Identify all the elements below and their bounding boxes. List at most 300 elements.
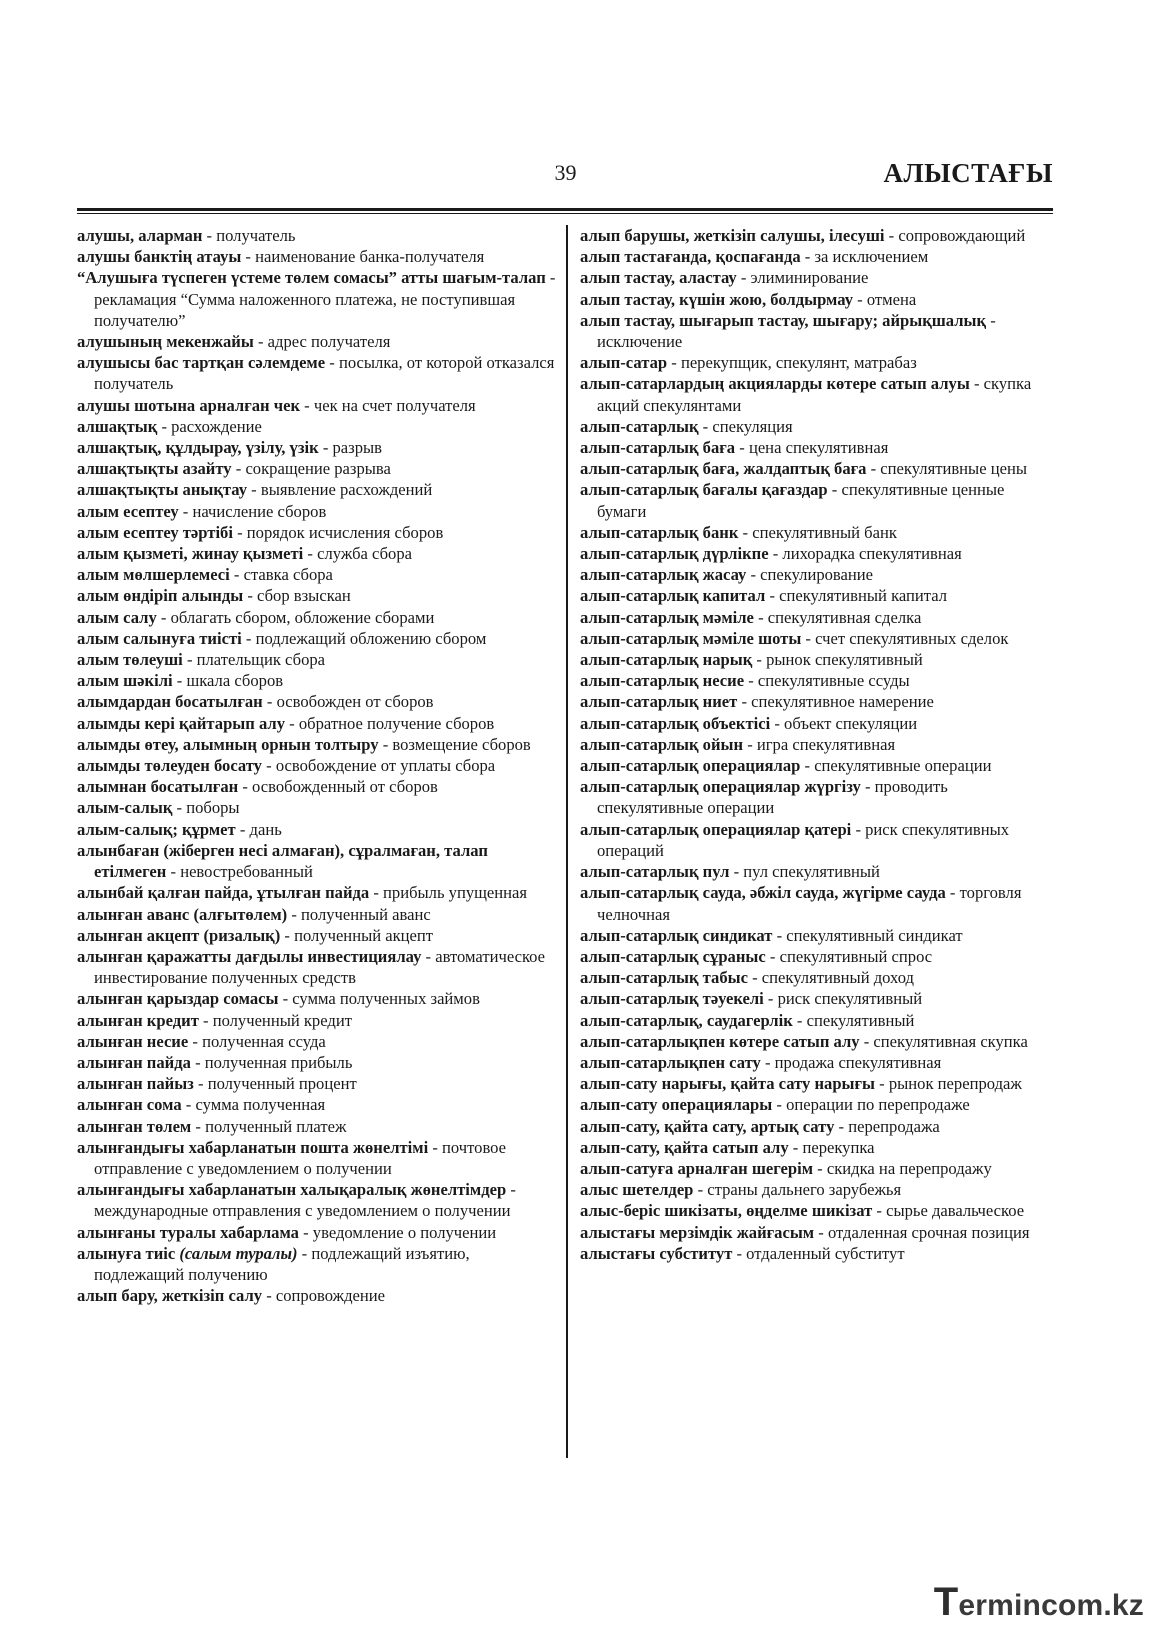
dictionary-entry [580,373,1056,415]
dictionary-entry [77,1010,559,1031]
dictionary-entry [77,819,559,840]
dictionary-entry [580,734,1056,755]
entry-definition: адрес получателя [267,332,391,352]
dictionary-entry [580,925,1056,946]
entry-term: алынғандығы хабарланатын халықаралық жөнелтімдер [77,1180,507,1200]
entry-definition: получатель [216,226,296,245]
entry-separator: - [178,501,193,521]
dictionary-entry [77,691,559,712]
entry-separator: - [698,416,713,436]
entry-separator: - [813,1158,827,1178]
dictionary-entry [580,1073,1056,1094]
entry-separator: - [800,756,815,776]
entry-separator: - [318,438,333,458]
right-column [580,225,1056,1264]
entry-separator: - [746,565,761,585]
dictionary-entry [580,437,1056,458]
entry-separator: - [229,565,244,585]
entry-definition: спекулятивная сделка [767,607,922,627]
entry-term: алшақтықты азайту [77,459,232,479]
entry-term: алып-сатарлық сұраныс [580,946,766,966]
entry-separator: - [172,798,187,818]
entry-term: алушының мекенжайы [77,332,254,352]
entry-definition: объект спекуляции [784,713,918,733]
entry-definition: отмена [866,289,917,309]
entry-separator: - [743,734,757,754]
entry-separator: - [421,946,436,966]
entry-definition: служба сбора [317,544,413,564]
entry-definition: сопровождающий [898,226,1026,245]
dictionary-entry [77,1031,559,1052]
dictionary-entry [580,1116,1056,1137]
dictionary-entry [77,352,559,394]
entry-definition: торговля челночная [597,883,1022,924]
entry-definition: посылка, от которой отказался получатель [94,353,555,394]
dictionary-entry [580,522,1056,543]
entry-definition: счет спекулятивных сделок [815,628,1009,648]
dictionary-entry [77,395,559,416]
dictionary-entry [77,522,559,543]
entry-separator: - [156,607,171,627]
entry-term: алым-салық; құрмет [77,819,236,839]
dictionary-entry [580,416,1056,437]
dictionary-entry [580,585,1056,606]
entry-separator: - [182,650,197,670]
entry-term: алып-сатарлық мәміле шоты [580,628,802,648]
dictionary-entry [580,352,1056,373]
entry-term: алып-сатарлық операциялар жүргізу [580,777,861,797]
entry-term: алым өндіріп алынды [77,586,244,606]
entry-term: алып-сатарлық мәміле [580,607,754,627]
entry-separator: - [872,1201,887,1221]
entry-separator: - [667,353,681,373]
dictionary-entry [77,946,559,988]
entry-term: алып-сатарлық ойын [580,734,744,754]
entry-term: алып-сатарлық жасау [580,565,747,585]
entry-separator: - [753,607,768,627]
entry-term: алып-сатарлық объектісі [580,713,771,733]
entry-separator: - [325,353,339,373]
entry-term: алшақтық, құлдырау, үзілу, үзік [77,438,319,458]
dictionary-entry [77,564,559,585]
entry-separator: - [506,1180,516,1200]
entry-definition: ставка сбора [243,565,333,585]
dictionary-entry [580,628,1056,649]
entry-definition: игра спекулятивная [756,734,896,754]
entry-separator: - [737,692,752,712]
dictionary-entry [580,1222,1056,1243]
entry-definition: за исключением [814,247,929,267]
entry-definition: спекулятивный капитал [779,586,948,606]
entry-term: алып-сатарлардың акцияларды көтере сатып алуы [580,374,970,394]
entry-term: алушы банктің атауы [77,247,242,267]
entry-term: алынған аванс (алғытөлем) [77,904,288,924]
entry-definition: элиминирование [750,268,869,288]
entry-definition: спекуляция [712,416,793,436]
entry-separator: - [369,883,384,903]
entry-separator: - [261,756,276,776]
entry-separator: - [735,438,749,458]
entry-term: алынған пайыз [77,1074,194,1094]
dictionary-entry [77,649,559,670]
entry-definition: рекламация “Сумма наложенного платежа, не поступившая получателю” [94,289,516,330]
entry-definition: полученный платеж [205,1116,347,1136]
entry-definition: сокращение разрыва [245,459,391,479]
dictionary-entry [580,225,1056,246]
dictionary-entry [77,1094,559,1115]
entry-separator: - [853,289,867,309]
entry-separator: - [285,713,299,733]
entry-separator: - [278,989,293,1009]
entry-definition: освобожденный от сборов [252,777,438,797]
entry-separator: - [298,1222,313,1242]
entry-separator: - [287,904,301,924]
entry-term: алым салынуға тиісті [77,628,242,648]
entry-separator: - [744,671,758,691]
entry-separator: - [814,1222,828,1242]
entry-separator: - [747,968,762,988]
entry-note: (салым туралы) [179,1243,298,1263]
entry-term: алынғандығы хабарланатын пошта жөнелтімі [77,1137,429,1157]
dictionary-entry [580,267,1056,288]
entry-separator: - [232,522,247,542]
dictionary-entry [77,458,559,479]
entry-term: “Алушыға түспеген үстеме төлем сомасы” атты шағым-талап [77,268,546,288]
entry-term: алым-салық [77,798,173,818]
entry-separator: - [262,692,277,712]
entry-definition: шкала сборов [186,671,284,691]
entry-term: алып-сатарлық табыс [580,968,748,988]
entry-separator: - [190,1052,205,1072]
dictionary-entry [580,1200,1056,1221]
entry-separator: - [188,1031,203,1051]
entry-term: алынған төлем [77,1116,192,1136]
entry-separator: - [235,819,250,839]
dictionary-entry [580,649,1056,670]
dictionary-entry [77,607,559,628]
entry-term: алып тастағанда, қоспағанда [580,247,801,267]
dictionary-entry [580,564,1056,585]
entry-term: алымнан босатылған [77,777,239,797]
entry-term: алыстағы субститут [580,1243,733,1263]
entry-separator: - [800,247,815,267]
dictionary-entry [77,585,559,606]
dictionary-entry [77,1073,559,1094]
entry-definition: уведомление о получении [312,1222,497,1242]
entry-term: алып-сатарлық пул [580,862,730,882]
entry-term: алып-сатарлық нарық [580,650,753,670]
entry-definition: полученная ссуда [202,1031,326,1051]
entry-term: алынған кредит [77,1010,199,1030]
dictionary-entry [77,670,559,691]
entry-definition: автоматическое инвестирование полученных средств [94,946,546,988]
entry-definition: спекулирование [760,565,874,585]
dictionary-entry [77,882,559,903]
dictionary-entry [580,310,1056,352]
entry-term: алып-сатарлық баға, жалдаптық баға [580,459,867,479]
entry-separator: - [428,1137,443,1157]
entry-definition: сумма полученных займов [292,989,480,1009]
dictionary-entry [580,479,1056,521]
entry-separator: - [303,544,318,564]
entry-separator: - [772,925,787,945]
dictionary-entry [77,1052,559,1073]
dictionary-entry [580,607,1056,628]
entry-term: алып-сатуға арналған шегерім [580,1158,814,1178]
dictionary-entry [580,946,1056,967]
entry-term: алып-сатарлық синдикат [580,925,773,945]
entry-term: алып-сатар [580,353,668,373]
dictionary-entry [580,861,1056,882]
entry-definition: плательщик сбора [196,650,326,670]
dictionary-entry [580,1179,1056,1200]
entry-separator: - [238,777,253,797]
entry-definition: прибыль упущенная [383,883,528,903]
entry-separator: - [772,1095,787,1115]
dictionary-entry [77,797,559,818]
entry-definition: отдаленная срочная позиция [827,1222,1030,1242]
dictionary-entry [77,267,559,331]
entry-definition: спекулятивные ссуды [757,671,910,691]
entry-term: алып барушы, жеткізіп салушы, ілесуші [580,226,885,245]
entry-definition: сырье давальческое [886,1201,1025,1221]
entry-term: алып-сатарлық баға [580,438,736,458]
entry-term: алып-сатарлық капитал [580,586,766,606]
entry-term: алым шәкілі [77,671,173,691]
dictionary-entry [77,1116,559,1137]
entry-definition: чек на счет получателя [313,395,476,415]
dictionary-entry [77,225,559,246]
entry-term: алып тастау, шығарып тастау, шығару; айрықшалық [580,310,987,330]
dictionary-entry [580,246,1056,267]
entry-term: алыс-беріс шикізаты, өңделме шикізат [580,1201,873,1221]
entry-separator: - [738,522,753,542]
entry-definition: международные отправления с уведомлением о получении [94,1201,511,1221]
entry-term: алып-сатарлық банк [580,522,739,542]
dictionary-entry [77,543,559,564]
entry-term: алып-сату, қайта сатып алу [580,1137,789,1157]
dictionary-entry [580,1137,1056,1158]
entry-definition: обратное получение сборов [298,713,495,733]
dictionary-entry [580,458,1056,479]
entry-term: алып-сатарлық тәуекелі [580,989,764,1009]
entry-separator: - [166,862,181,882]
dictionary-entry [77,776,559,797]
entry-separator: - [241,247,256,267]
entry-definition: невостребованный [180,862,313,882]
entry-definition: полученный процент [207,1074,357,1094]
entry-term: алым қызметі, жинау қызметі [77,544,304,564]
entry-definition: полученный кредит [212,1010,352,1030]
entry-definition: скупка акций спекулянтами [597,374,1032,415]
entry-definition: спекулятивные ценные бумаги [597,480,1005,521]
entry-term: алып-сатарлық дүрлікпе [580,544,769,564]
entry-separator: - [792,1010,807,1030]
entry-separator: - [729,862,744,882]
entry-separator: - [693,1180,708,1200]
entry-definition: дань [249,819,282,839]
entry-separator: - [545,268,556,288]
entry-definition: спекулятивный [806,1010,915,1030]
entry-definition: полученная прибыль [204,1052,353,1072]
dictionary-entry [77,246,559,267]
dictionary-entry [77,1137,559,1179]
entry-term: алынған қаражатты дағдылы инвестициялау [77,946,422,966]
entry-separator: - [760,1052,775,1072]
entry-term: алымды өтеу, алымның орнын толтыру [77,734,379,754]
column-divider [566,225,568,1458]
dictionary-entry [77,479,559,500]
entry-definition: разрыв [332,438,382,458]
entry-term: алыс шетелдер [580,1180,694,1200]
entry-definition: почтовое отправление с уведомлением о получении [94,1137,507,1178]
header-rule-thin [77,213,1053,214]
entry-term: алым мөлшерлемесі [77,565,230,585]
entry-definition: перепродажа [848,1116,940,1136]
dictionary-entry [580,670,1056,691]
entry-separator: - [297,1243,312,1263]
site-logo: Termincom.kz [933,1580,1144,1624]
entry-separator: - [300,395,314,415]
dictionary-entry [580,1052,1056,1073]
entry-definition: порядок исчисления сборов [246,522,444,542]
dictionary-entry [77,713,559,734]
entry-definition: спекулятивная скупка [873,1031,1028,1051]
entry-separator: - [280,925,295,945]
entry-definition: подлежащий изъятию, подлежащий получению [94,1243,470,1284]
entry-separator: - [788,1137,803,1157]
entry-definition: наименование банка-получателя [255,247,485,267]
entry-separator: - [860,777,875,797]
entry-term: алыстағы мерзімдік жайғасым [580,1222,815,1242]
entry-definition: отдаленный субститут [746,1243,905,1263]
page-number: 39 [554,160,577,185]
dictionary-entry [580,1243,1056,1264]
entry-definition: облагать сбором, обложение сборами [170,607,435,627]
entry-definition: начисление сборов [192,501,327,521]
dictionary-entry [77,416,559,437]
dictionary-entry [77,840,559,882]
dictionary-entry [77,988,559,1009]
entry-separator: - [851,819,866,839]
entry-separator: - [763,989,778,1009]
entry-term: алушы, аларман [77,226,203,245]
entry-separator: - [231,459,246,479]
dictionary-entry [77,1179,559,1221]
dictionary-entry [580,819,1056,861]
entry-term: алынбай қалған пайда, ұтылған пайда [77,883,370,903]
entry-separator: - [765,586,780,606]
entry-definition: сумма полученная [195,1095,326,1115]
entry-definition: перекупщик, спекулянт, матрабаз [680,353,917,373]
dictionary-entry [580,755,1056,776]
entry-definition: освобождение от уплаты сбора [275,756,496,776]
entry-separator: - [736,268,751,288]
entry-separator: - [866,459,881,479]
entry-term: алынбаған (жіберген несі алмаған), сұралмаған, талап етілмеген [77,840,488,882]
left-column [77,225,559,1306]
entry-definition: риск спекулятивный [777,989,923,1009]
dictionary-entry [77,628,559,649]
entry-term: алынған несие [77,1031,189,1051]
entry-separator: - [834,1116,849,1136]
entry-term: алушысы бас тартқан сәлемдеме [77,353,326,373]
entry-term: алып-сатарлық операциялар қатері [580,819,852,839]
entry-definition: рынок перепродаж [888,1074,1022,1094]
entry-term: алым есептеу тәртібі [77,522,233,542]
entry-separator: - [827,480,842,500]
entry-definition: выявление расхождений [260,480,433,500]
entry-separator: - [193,1074,208,1094]
dictionary-entry [77,437,559,458]
entry-term: алынған қарыздар сомасы [77,989,279,1009]
entry-separator: - [732,1243,747,1263]
entry-definition: спекулятивное намерение [751,692,934,712]
dictionary-entry [580,882,1056,924]
entry-definition: спекулятивный доход [761,968,914,988]
dictionary-entry [77,501,559,522]
entry-definition: лихорадка спекулятивная [782,544,962,564]
entry-term: алынған пайда [77,1052,191,1072]
entry-term: алып-сатарлық операциялар [580,756,801,776]
entry-separator: - [969,374,984,394]
entry-term: алып-сатарлық сауда, әбжіл сауда, жүгірме сауда [580,883,946,903]
entry-definition: сбор взыскан [257,586,351,606]
entry-term: алушы шотына арналған чек [77,395,301,415]
entry-separator: - [884,226,899,245]
entry-definition: спекулятивный банк [752,522,897,542]
entry-definition: возмещение сборов [392,734,531,754]
entry-definition: поборы [186,798,240,818]
entry-separator: - [768,544,783,564]
entry-term: алшақтықты анықтау [77,480,248,500]
dictionary-entry [580,1010,1056,1031]
entry-term: алып бару, жеткізіп салу [77,1286,263,1306]
entry-separator: - [198,1010,213,1030]
entry-definition: рынок спекулятивный [766,650,923,670]
entry-definition: перекупка [802,1137,875,1157]
entry-separator: - [247,480,261,500]
entry-separator: - [801,628,816,648]
dictionary-entry [580,776,1056,818]
entry-separator: - [986,310,996,330]
entry-term: алынуға тиіс [77,1243,176,1263]
entry-term: алынған сома [77,1095,182,1115]
dictionary-entry [580,691,1056,712]
entry-term: алым төлеуші [77,650,183,670]
dictionary-entry [77,755,559,776]
entry-separator: - [202,226,217,245]
entry-term: алып-сатарлық, саудагерлік [580,1010,793,1030]
entry-separator: - [241,628,256,648]
entry-separator: - [181,1095,196,1115]
entry-term: алып-сату, қайта сату, артық сату [580,1116,835,1136]
entry-definition: исключение [597,332,683,352]
running-head: АЛЫСТАҒЫ [883,158,1053,188]
dictionary-entry [580,967,1056,988]
entry-separator: - [191,1116,206,1136]
entry-definition: риск спекулятивных операций [597,819,1010,860]
entry-definition: полученный аванс [301,904,431,924]
entry-term: алынғаны туралы хабарлама [77,1222,299,1242]
entry-definition: сопровождение [275,1286,386,1306]
dictionary-entry [77,1222,559,1243]
entry-definition: цена спекулятивная [748,438,889,458]
entry-term: алым есептеу [77,501,179,521]
dictionary-entry [77,331,559,352]
entry-definition: страны дальнего зарубежья [707,1180,902,1200]
entry-term: алып-сату нарығы, қайта сату нарығы [580,1074,876,1094]
